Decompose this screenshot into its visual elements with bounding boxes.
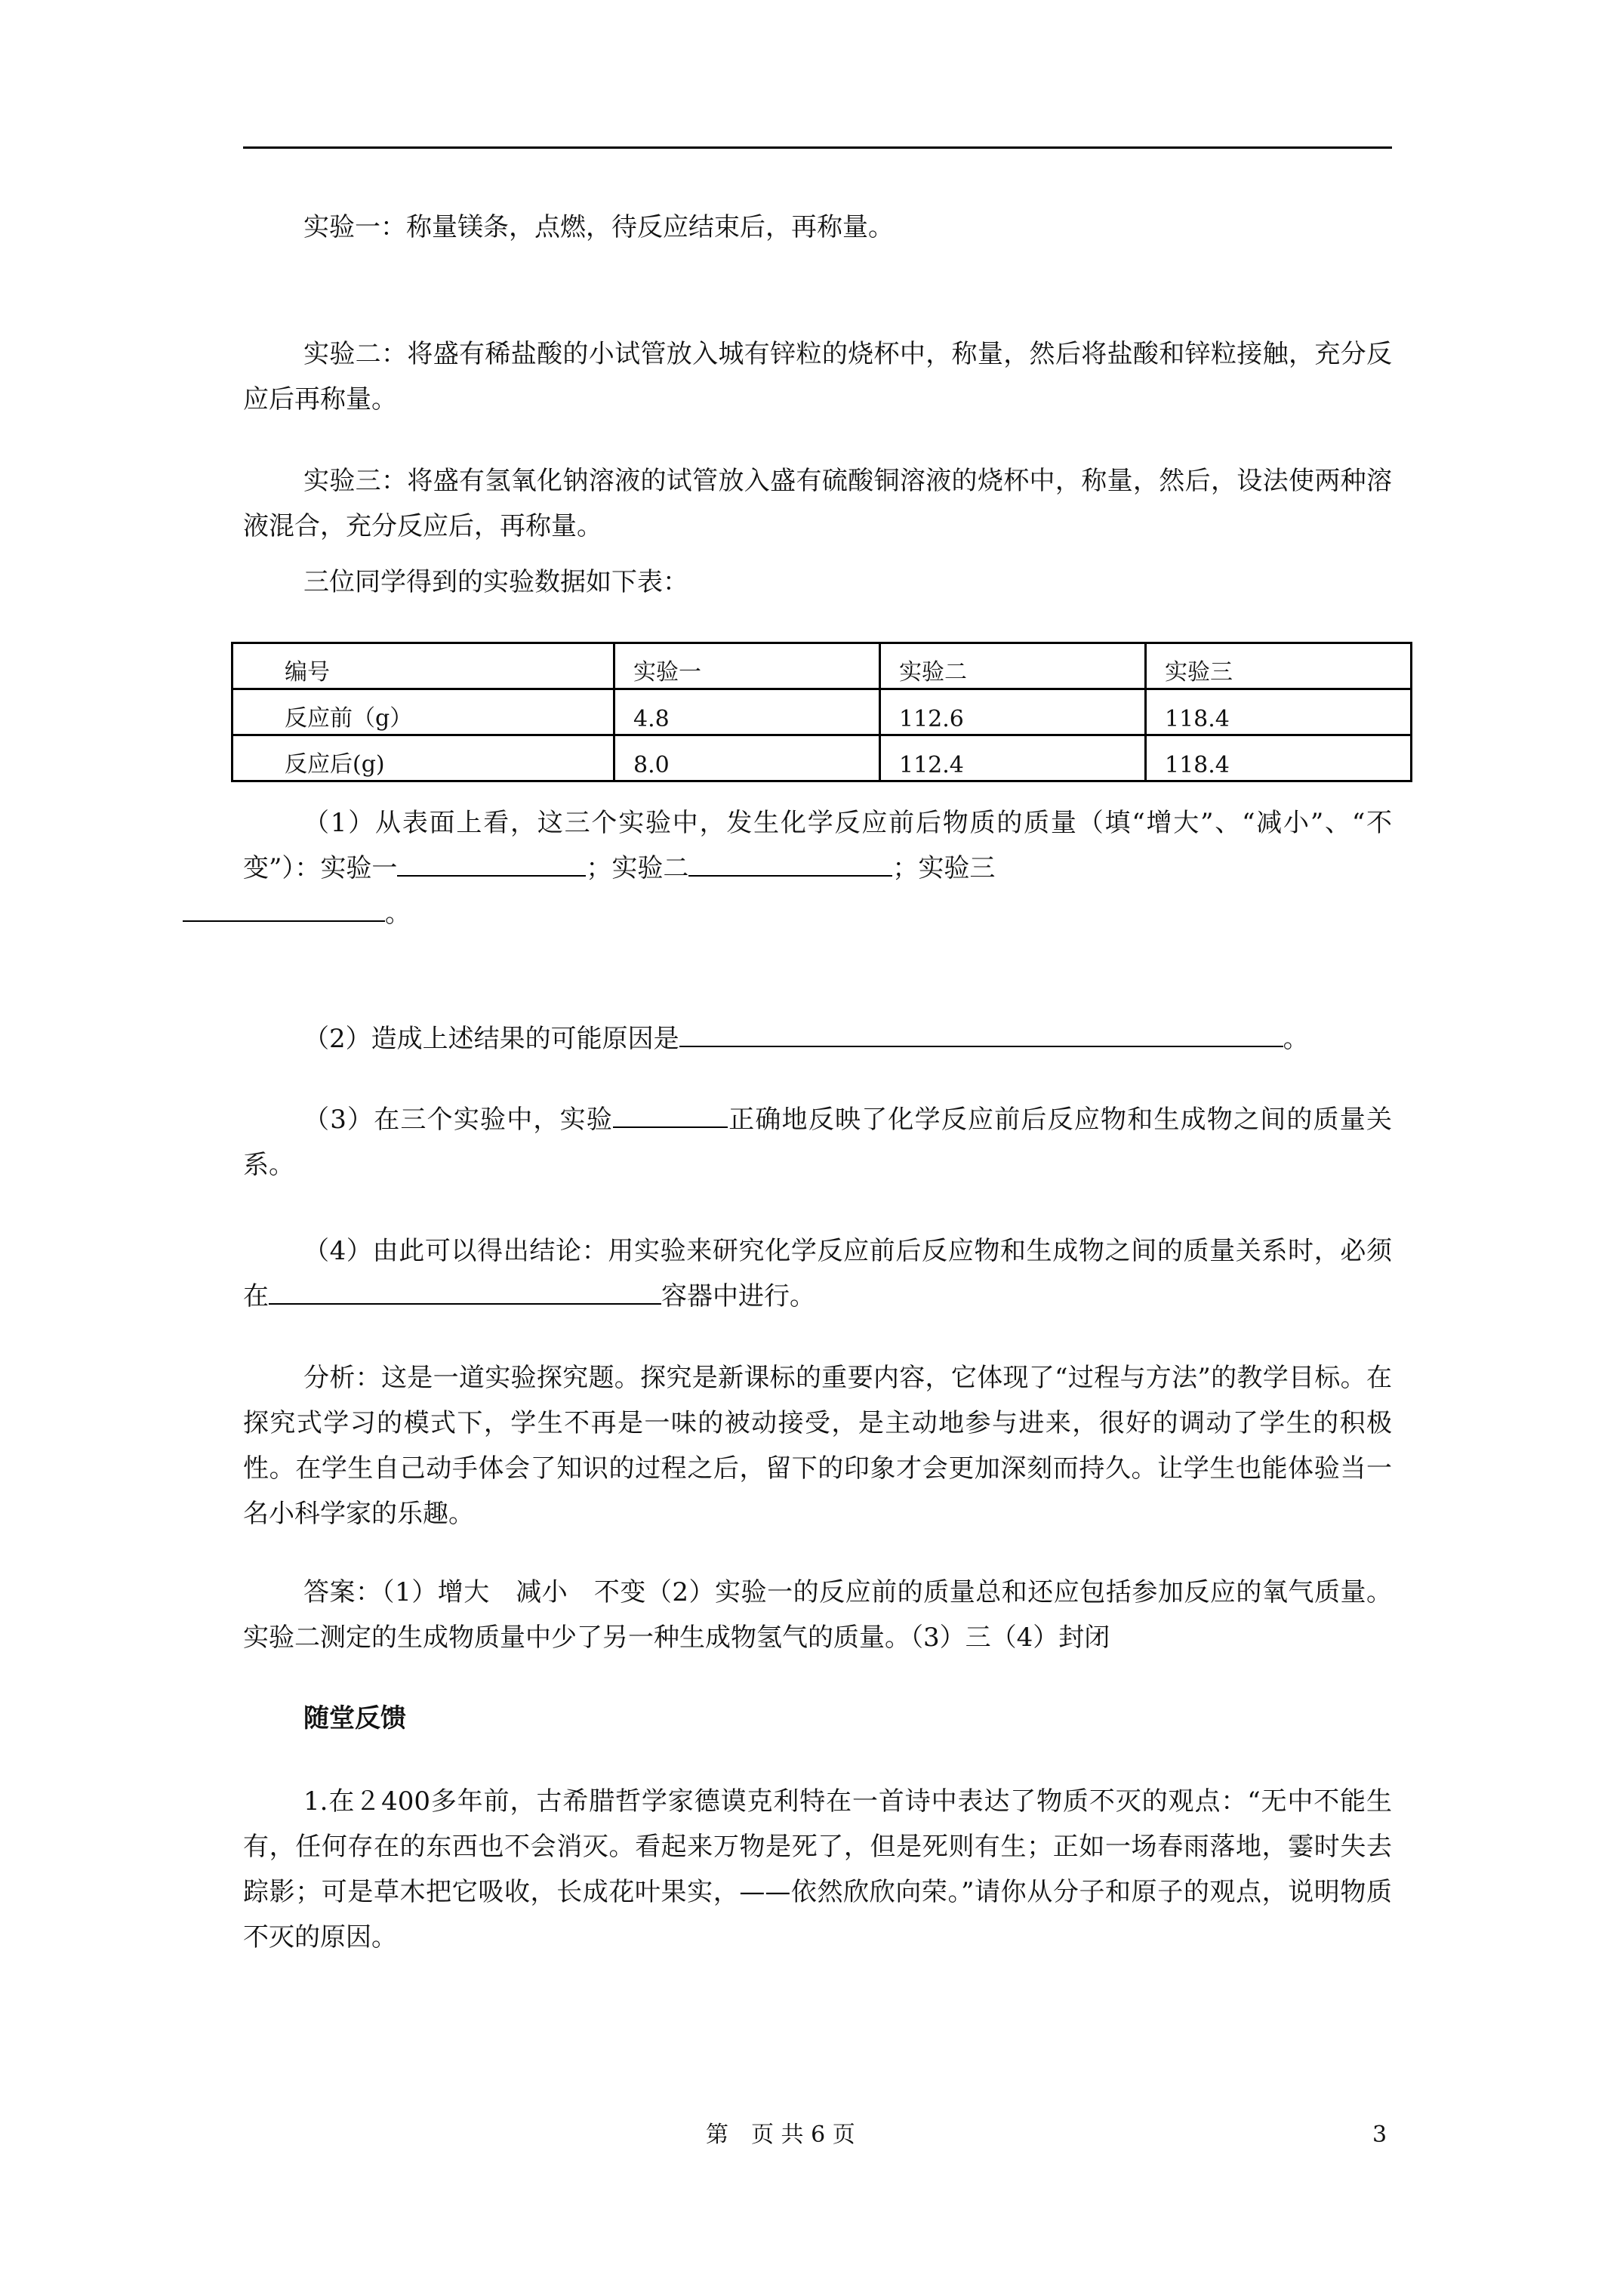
question-2-text: （2）造成上述结果的可能原因是 <box>303 1024 679 1054</box>
page-footer-label: 第 页 共 6 页 <box>706 2122 855 2148</box>
section-heading: 随堂反馈 <box>303 1703 406 1734</box>
answer-blank-1b[interactable] <box>688 846 892 877</box>
question-3 <box>243 1097 1392 1188</box>
table-cell: 118.4 <box>1146 689 1412 735</box>
table-cell: 8.0 <box>614 735 880 781</box>
table-header-row <box>233 643 1412 689</box>
question-2 <box>243 1016 1392 1062</box>
question-4-text: 容器中进行。 <box>661 1281 815 1311</box>
experiment-3-text: 实验三：将盛有氢氧化钠溶液的试管放入盛有硫酸铜溶液的烧杯中，称量，然后，设法使两种溶液混合，充分反应后，再称量。 <box>243 466 1392 541</box>
table-row <box>233 735 1412 781</box>
feedback-question-1: 1.在２400多年前，古希腊哲学家德谟克利特在一首诗中表达了物质不灭的观点：“无中不能生有，任何存在的东西也不会消灭。看起来万物是死了，但是死则有生；正如一场春雨落地，霎时失去踪影；可是草木把它吸收，长成花叶果实，——依然欣欣向荣。”请你从分子和原子的观点，说明物质不灭的原因。 <box>243 1786 1392 1952</box>
answer-blank-3[interactable] <box>613 1098 728 1128</box>
answer-blank-4[interactable] <box>269 1274 661 1305</box>
experiment-data-table <box>231 642 1412 782</box>
experiment-1-text: 实验一：称量镁条，点燃，待反应结束后，再称量。 <box>303 212 894 242</box>
question-3-text: 正确地反映了化学反应前后反应物和生成物之间的质量关系。 <box>243 1105 1393 1180</box>
question-1-text: ；实验二 <box>586 853 689 883</box>
question-3-text: （3）在三个实验中，实验 <box>303 1105 614 1135</box>
page-number: 3 <box>1372 2122 1387 2148</box>
experiment-2-text: 实验二：将盛有稀盐酸的小试管放入城有锌粒的烧杯中，称量，然后将盐酸和锌粒接触，充分反应后再称量。 <box>243 339 1392 415</box>
table-cell: 112.6 <box>880 689 1146 735</box>
table-cell: 反应后(g) <box>233 735 614 781</box>
table-cell: 118.4 <box>1146 735 1412 781</box>
table-row <box>233 689 1412 735</box>
answer-blank-1a[interactable] <box>397 846 586 877</box>
table-intro-text: 三位同学得到的实验数据如下表： <box>303 567 688 597</box>
answer-paragraph: 答案：（1）增大 减小 不变（2）实验一的反应前的质量总和还应包括参加反应的氧气质量。实验二测定的生成物质量中少了另一种生成物氢气的质量。（3）三（4）封闭 <box>243 1577 1392 1653</box>
table-cell: 4.8 <box>614 689 880 735</box>
answer-blank-2[interactable] <box>679 1017 1283 1047</box>
question-1-end: 。 <box>385 898 411 929</box>
answer-blank-1c[interactable] <box>183 892 385 922</box>
question-1 <box>243 800 1392 936</box>
analysis-paragraph: 分析：这是一道实验探究题。探究是新课标的重要内容，它体现了“过程与方法”的教学目标。在探究式学习的模式下，学生不再是一味的被动接受，是主动地参与进来，很好的调动了学生的积极性。在学生自己动手体会了知识的过程之后，留下的印象才会更加深刻而持久。让学生也能体验当一名小科学家的乐趣。 <box>243 1363 1392 1529</box>
table-cell: 112.4 <box>880 735 1146 781</box>
table-header-cell: 实验二 <box>880 643 1146 689</box>
header-rule <box>243 146 1392 149</box>
question-1-text: ；实验三 <box>892 853 996 883</box>
question-4-text: （4）由此可以得出结论：用实验来研究化学反应前后反应物和生成物之间的质量关系时，必须在 <box>243 1236 1392 1311</box>
question-2-end: 。 <box>1283 1024 1309 1054</box>
table-header-cell: 编号 <box>233 643 614 689</box>
table-header-cell: 实验三 <box>1146 643 1412 689</box>
question-4 <box>243 1228 1392 1319</box>
table-cell: 反应前（g） <box>233 689 614 735</box>
table-header-cell: 实验一 <box>614 643 880 689</box>
question-1-text: （1）从表面上看，这三个实验中，发生化学反应前后物质的质量（填“增大”、“减小”、“不变”）：实验一 <box>243 808 1392 883</box>
